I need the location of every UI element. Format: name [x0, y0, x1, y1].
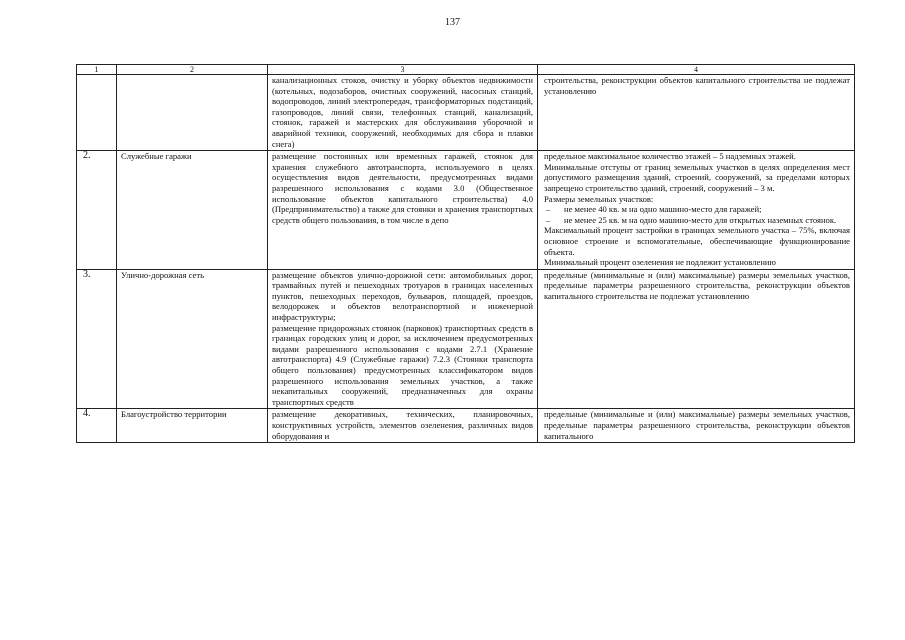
table-row [77, 151, 855, 270]
column-header-2: 2 [117, 65, 268, 75]
table-row [77, 75, 855, 151]
table-header-row [77, 65, 855, 75]
min-greenery-text: Минимальный процент озеленения не подлежит установлению [544, 257, 776, 268]
land-use-parameters [538, 151, 855, 270]
land-use-parameters: предельные (минимальные и (или) максимальные) размеры земельных участков, предельные параметры разрешенного строительства, реконструкции объектов капитального строительства не подлежат установлению [538, 269, 855, 409]
roadside-parking-paragraph: размещение придорожных стоянок (парковок) транспортных средств в границах городских улиц и дорог, за исключением предусмотренных видами разрешенного использования с кодами 2.7.1 (Хранение автотранспорта) 4.9 (Служебные гаражи) 7.2.3 (Стоянки транспорта общего пользования) предусмотренных классификатором видов разрешенного использования земельных участков, а также некапитальных сооружений, предназначенных для охраны транспортных средств [272, 322, 533, 407]
column-header-1: 1 [77, 65, 117, 75]
column-header-4: 4 [538, 65, 855, 75]
land-use-table [76, 64, 855, 443]
land-use-name: Благоустройство территории [117, 409, 268, 443]
table-row [77, 269, 855, 409]
land-use-name [117, 75, 268, 151]
plot-sizes-heading: Размеры земельных участков: [544, 193, 654, 204]
min-setback-text: Минимальные отступы от границ земельных участков в целях определения мест допустимого размещения зданий, строений, сооружений, за пределами которых запрещено строительство зданий, строений, сооружений – 3 м. [544, 161, 850, 193]
plot-sizes-list [544, 204, 850, 225]
list-item: – не менее 25 кв. м на одно машино-место для открытых наземных стоянок. [544, 215, 850, 226]
row-number [77, 75, 117, 151]
land-use-description [268, 409, 538, 443]
row-number: 4. [77, 409, 117, 443]
land-use-description: канализационных стоков, очистку и уборку объектов недвижимости (котельных, водозаборов, очистных сооружений, насосных станций, водопроводов, линий электропередач, трансформаторных подстанций, газопроводов, линий связи, телефонных станций, канализаций, стоянок, гаражей и мастерских для обслуживания уборочной и аварийной техники, сооружений, необходимых для сбора и плавки снега) [268, 75, 538, 151]
road-network-paragraph: размещение объектов улично-дорожной сети: автомобильных дорог, трамвайных путей и пешеходных тротуаров в границах населенных пунктов, пешеходных переходов, бульваров, площадей, проездов, велодорожек и объектов велотранспортной и инженерной инфраструктуры; [272, 269, 533, 323]
table-row [77, 409, 855, 443]
land-use-parameters: предельные (минимальные и (или) максимальные) размеры земельных участков, предельные параметры разрешенного строительства, реконструкции объектов капитального [538, 409, 855, 443]
list-item: – не менее 40 кв. м на одно машино-место для гаражей; [544, 204, 850, 215]
landscaping-description: размещение декоративных, технических, планировочных, конструктивных устройств, элементов озеленения, различных видов оборудования и [272, 409, 533, 441]
row-number: 2. [77, 151, 117, 270]
max-floors-text: предельное максимальное количество этажей – 5 надземных этажей. [544, 151, 796, 162]
row-number: 3. [77, 269, 117, 409]
column-header-3: 3 [268, 65, 538, 75]
land-use-description [268, 269, 538, 409]
land-use-parameters: строительства, реконструкции объектов капитального строительства не подлежат установлению [538, 75, 855, 151]
land-use-description: размещение постоянных или временных гаражей, стоянок для хранения служебного автотранспорта, используемого в целях осуществления видов деятельности, предусмотренных видами разрешенного использования с кодами 3.0 (Общественное использование объектов капитального строительства) 4.0 (Предпринимательство) а также для стоянки и хранения транспортных средств общего пользования, в том числе в депо [268, 151, 538, 270]
land-use-name: Служебные гаражи [117, 151, 268, 270]
page-number: 137 [445, 17, 460, 28]
max-coverage-text: Максимальный процент застройки в границах земельного участка – 75%, включая основное строение и вспомогательные, обеспечивающие функционирование объекта. [544, 225, 850, 257]
land-use-name: Улично-дорожная сеть [117, 269, 268, 409]
